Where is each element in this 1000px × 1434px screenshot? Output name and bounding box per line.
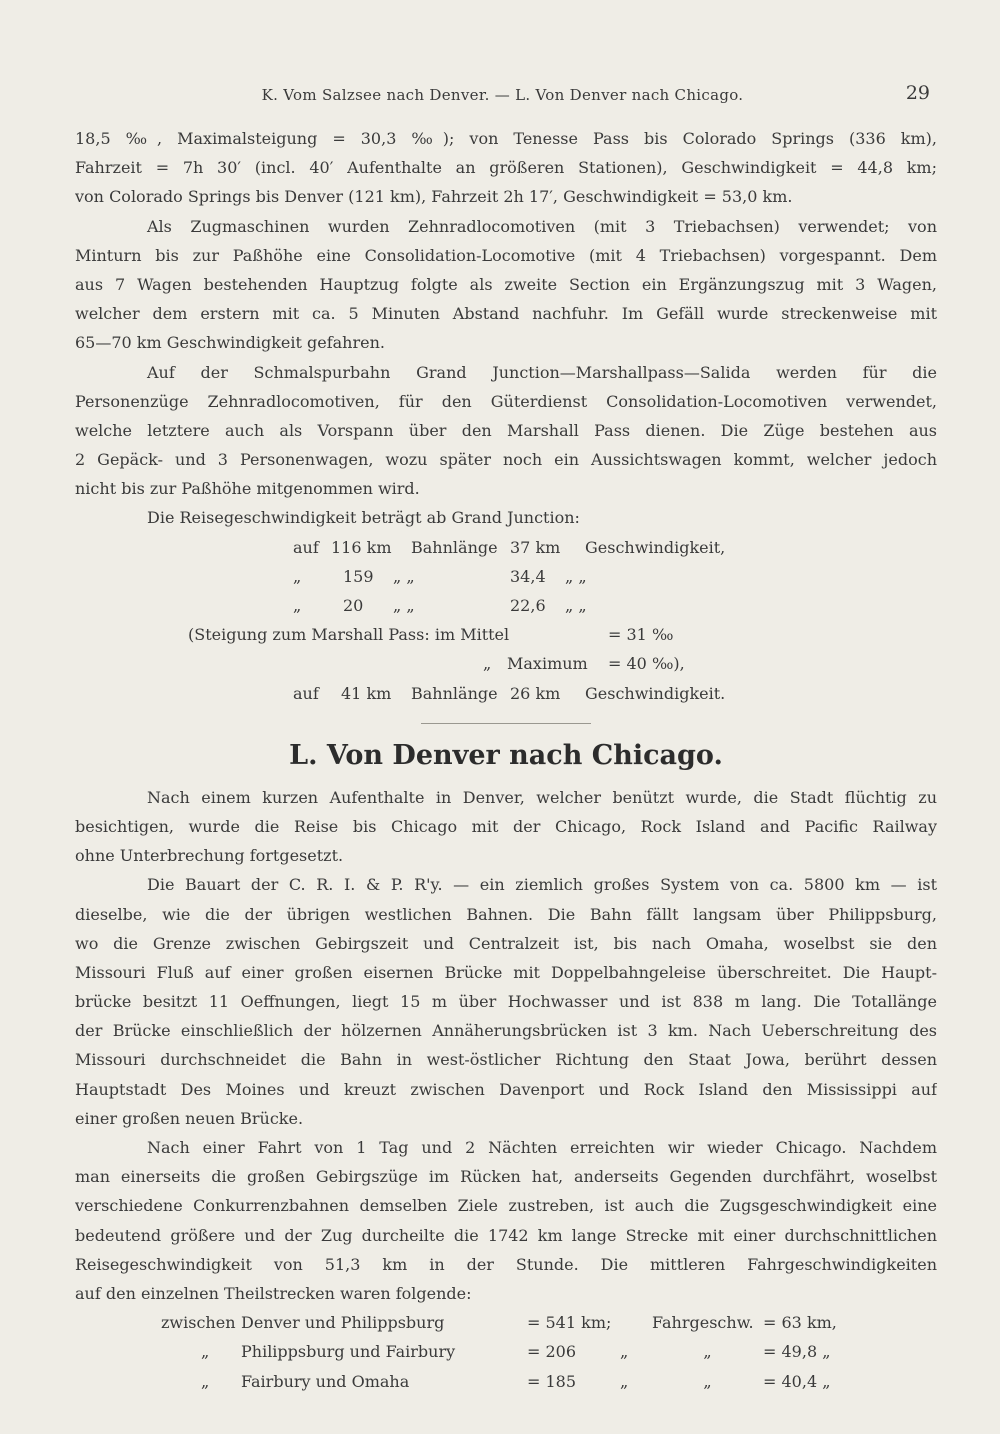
route-cell: „ „ xyxy=(620,1342,712,1362)
speed-cell: Maximum xyxy=(507,654,588,674)
text-line: 18,5 ‰, Maximalsteigung = 30,3 ‰); von Tenesse Pass bis Colorado Springs (336 km), xyxy=(75,129,937,148)
speed-table xyxy=(75,533,937,708)
speed-cell: (Steigung zum Marshall Pass: im Mittel xyxy=(188,625,510,645)
speed-cell: 159 xyxy=(343,566,374,586)
route-cell: Denver und Philippsburg xyxy=(241,1313,445,1333)
running-head xyxy=(75,82,930,110)
speed-cell: „ xyxy=(483,654,492,674)
route-cell: zwischen xyxy=(161,1313,236,1333)
paragraph-6 xyxy=(75,870,937,1133)
speed-cell: 37 km xyxy=(510,537,561,557)
speed-cell: 41 km xyxy=(341,683,392,703)
speed-cell: Bahnlänge xyxy=(411,537,498,557)
speed-cell: 34,4 xyxy=(510,566,546,586)
paragraph-4-intro: Die Reisegeschwindigkeit beträgt ab Grand Junction: xyxy=(147,508,580,528)
speed-cell: 116 km xyxy=(331,537,392,557)
text-line: der Brücke einschließlich der hölzernen Annäherungsbrücken ist 3 km. Nach Ueberschreitung des xyxy=(75,1021,937,1041)
section-divider xyxy=(421,723,591,724)
text-line: von Colorado Springs bis Denver (121 km), Fahrzeit 2h 17′, Geschwindigkeit = 53,0 km. xyxy=(75,187,793,207)
paragraph-1 xyxy=(75,124,937,212)
body-text xyxy=(75,124,937,1396)
speed-cell: Geschwindigkeit. xyxy=(585,683,726,703)
route-cell: Fairbury und Omaha xyxy=(241,1371,410,1391)
route-row xyxy=(75,1367,937,1396)
text-line: verschiedene Conkurrenzbahnen demselben Ziele zustreben, ist auch die Zugsgeschwindigkeit eine xyxy=(75,1196,937,1216)
section-heading: L. Von Denver nach Chicago. xyxy=(289,739,723,771)
speed-cell: „ xyxy=(293,596,302,615)
text-line: besichtigen, wurde die Reise bis Chicago mit der Chicago, Rock Island and Pacific Railway xyxy=(75,816,937,836)
text-line: Auf der Schmalspurbahn Grand Junction—Marshallpass—Salida werden für die xyxy=(147,362,937,382)
speed-cell: = 40 ‰), xyxy=(608,654,685,674)
speed-row xyxy=(75,620,937,649)
speed-row xyxy=(75,562,937,591)
route-cell: = 185 xyxy=(527,1371,577,1391)
route-cell: Philippsburg und Fairbury xyxy=(241,1342,456,1362)
paragraph-5 xyxy=(75,783,937,871)
text-line: bedeutend größere und der Zug durcheilte die 1742 km lange Strecke mit einer durchschnittlichen xyxy=(75,1225,937,1245)
running-head-title: K. Vom Salzsee nach Denver. — L. Von Denver nach Chicago. xyxy=(261,86,744,104)
route-cell: = 206 xyxy=(527,1342,577,1362)
speed-cell: auf xyxy=(293,683,319,703)
text-line: Reisegeschwindigkeit von 51,3 km in der Stunde. Die mittleren Fahrgeschwindigkeiten xyxy=(75,1254,937,1274)
route-row xyxy=(75,1337,937,1366)
speed-row xyxy=(75,679,937,708)
text-line: man einerseits die großen Gebirgszüge im Rücken hat, anderseits Gegenden durchfährt, woselbst xyxy=(75,1167,937,1187)
route-table xyxy=(75,1308,937,1396)
text-line: brücke besitzt 11 Oeffnungen, liegt 15 m über Hochwasser und ist 838 m lang. Die Totallänge xyxy=(75,992,937,1012)
speed-cell: Bahnlänge xyxy=(411,683,498,703)
route-cell: „ „ xyxy=(620,1371,712,1391)
speed-cell: 26 km xyxy=(510,683,561,703)
page-number: 29 xyxy=(905,82,930,104)
text-line: 2 Gepäck- und 3 Personenwagen, wozu später noch ein Aussichtswagen kommt, welcher jedoch xyxy=(75,450,937,470)
speed-cell: Geschwindigkeit, xyxy=(585,537,726,557)
text-line: nicht bis zur Paßhöhe mitgenommen wird. xyxy=(75,479,420,499)
text-line: einer großen neuen Brücke. xyxy=(75,1108,304,1128)
route-cell: = 49,8 „ xyxy=(763,1342,831,1362)
speed-row xyxy=(75,649,937,678)
route-cell: = 63 km, xyxy=(763,1313,837,1333)
speed-cell: 22,6 xyxy=(510,596,546,615)
text-line: ohne Unterbrechung fortgesetzt. xyxy=(75,846,344,866)
route-cell: „ xyxy=(201,1371,210,1391)
speed-cell: „ „ xyxy=(393,596,415,615)
speed-cell: „ „ xyxy=(565,596,587,615)
text-line: welche letztere auch als Vorspann über den Marshall Pass dienen. Die Züge bestehen aus xyxy=(75,420,937,440)
paragraph-2 xyxy=(75,212,937,358)
speed-cell: „ xyxy=(293,566,302,586)
text-line: dieselbe, wie die der übrigen westlichen Bahnen. Die Bahn fällt langsam über Philippsburg, xyxy=(75,904,937,924)
speed-cell: „ „ xyxy=(565,566,587,586)
text-line: wo die Grenze zwischen Gebirgszeit und Centralzeit ist, bis nach Omaha, woselbst sie den xyxy=(75,933,937,953)
speed-row xyxy=(75,591,937,620)
speed-cell: = 31 ‰ xyxy=(608,625,674,645)
route-cell: „ xyxy=(201,1342,210,1362)
text-line: Minturn bis zur Paßhöhe eine Consolidation-Locomotive (mit 4 Triebachsen) vorgespannt. Dem xyxy=(75,245,937,265)
text-line: auf den einzelnen Theilstrecken waren folgende: xyxy=(75,1283,472,1303)
text-line: Fahrzeit = 7h 30′ (incl. 40′ Aufenthalte an größeren Stationen), Geschwindigkeit = 44,8 km; xyxy=(75,158,937,178)
route-row xyxy=(75,1308,937,1337)
text-line: 65—70 km Geschwindigkeit gefahren. xyxy=(75,333,385,353)
text-line: Nach einem kurzen Aufenthalte in Denver, welcher benützt wurde, die Stadt flüchtig zu xyxy=(147,787,937,807)
speed-cell: auf xyxy=(293,537,319,557)
paragraph-7 xyxy=(75,1133,937,1308)
text-line: aus 7 Wagen bestehenden Hauptzug folgte als zweite Section ein Ergänzungszug mit 3 Wagen, xyxy=(75,274,937,294)
text-line: Die Bauart der C. R. I. & P. R'y. — ein ziemlich großes System von ca. 5800 km — ist xyxy=(147,875,937,895)
route-cell: = 40,4 „ xyxy=(763,1371,831,1391)
text-line: Als Zugmaschinen wurden Zehnradlocomotiven (mit 3 Triebachsen) verwendet; von xyxy=(147,216,937,236)
route-cell: Fahrgeschw. xyxy=(652,1313,754,1333)
text-line: welcher dem erstern mit ca. 5 Minuten Abstand nachfuhr. Im Gefäll wurde streckenweise mit xyxy=(75,304,937,324)
paragraph-3 xyxy=(75,358,937,504)
text-line: Missouri durchschneidet die Bahn in west-östlicher Richtung den Staat Jowa, berührt dessen xyxy=(75,1050,937,1070)
speed-cell: „ „ xyxy=(393,566,415,586)
route-cell: = 541 km; xyxy=(527,1313,612,1333)
speed-row xyxy=(75,533,937,562)
text-line: Missouri Fluß auf einer großen eisernen Brücke mit Doppelbahngeleise überschreitet. Die Haupt- xyxy=(75,962,937,982)
speed-cell: 20 xyxy=(343,596,364,615)
text-line: Personenzüge Zehnradlocomotiven, für den Güterdienst Consolidation-Locomotiven verwendet, xyxy=(75,391,937,411)
text-line: Hauptstadt Des Moines und kreuzt zwischen Davenport und Rock Island den Mississippi auf xyxy=(75,1079,937,1099)
text-line: Nach einer Fahrt von 1 Tag und 2 Nächten erreichten wir wieder Chicago. Nachdem xyxy=(147,1138,937,1157)
